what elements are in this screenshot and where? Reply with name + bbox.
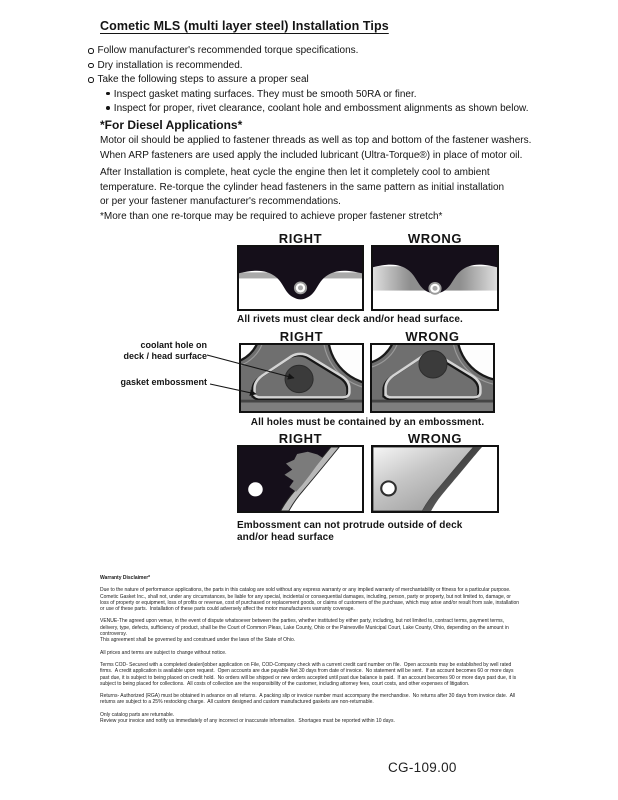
tip-item (88, 74, 309, 85)
open-bullet-icon (88, 63, 94, 69)
tip-text: Inspect for proper, rivet clearance, coolant hole and embossment alignments as shown below. (113, 103, 529, 114)
tip-text: Dry installation is recommended. (97, 59, 243, 71)
disclaimer-paragraph: Due to the nature of performance applications, the parts in this catalog are sold without any express warranty or any implied warranty of merchantability or fitness for a particular purpose. Cometic Gasket Inc., shall not, under any circumstances, be liable for any special, incidental or consequential damages, including, person, party or property, but not limited to, damage, or loss of property or equipment, loss of profits or revenue, cost of purchased or replacement goods, or claims of customers of the purchase, which may arise and/or result from sale, installation or use of these parts. Installation of these parts could adversely affect the motor manufacturers warranty coverage. (100, 587, 521, 613)
tip-text: Inspect gasket mating surfaces. They must be smooth 50RA or finer. (113, 88, 417, 100)
diesel-retorque-note: *More than one re-torque may be required to achieve proper fastener stretch* (100, 211, 443, 222)
rivet-clearance-right-drawing (239, 247, 362, 309)
wrong-label: WRONG (407, 231, 463, 246)
coolant-hole-label (85, 340, 207, 361)
tip-sub-item (106, 89, 417, 100)
disclaimer-heading: Warranty Disclaimer* (100, 575, 151, 581)
tip-sub-item (106, 103, 528, 114)
open-bullet-icon (88, 48, 94, 54)
disclaimer-paragraph: VENUE-The agreed upon venue, in the event of dispute whatsoever between the parties, whether instituted by either party, including, but not limited to, contract terms, payment terms, delivery, type, defects, sufficiency of product, shall be the Court of Common Pleas, Lake County, Ohio or the Painesville Municipal Court, Lake County, Ohio, depending on the amount in controversy. (100, 618, 511, 638)
right-label: RIGHT (279, 329, 324, 344)
embossment-containment-wrong-diagram (370, 343, 495, 413)
embossment-protrusion-right-drawing (239, 447, 362, 511)
disclaimer-paragraph: Review your invoice and notify us immediately of any incorrect or inaccurate information. Shortages must be reported within 10 days. (100, 718, 395, 725)
label-line: coolant hole on (140, 340, 207, 350)
wrong-label: WRONG (407, 431, 463, 446)
gasket-embossment-label: gasket embossment (120, 377, 207, 387)
open-bullet-icon (88, 77, 94, 83)
right-label: RIGHT (278, 231, 323, 246)
paragraph-line: When ARP fasteners are used apply the included lubricant (Ultra-Torque®) in place of motor oil. (100, 149, 523, 161)
page-title: Cometic MLS (multi layer steel) Installation Tips (100, 19, 389, 33)
disclaimer-paragraph: Terms COD- Secured with a completed dealer/jobber application on File, COD-Company check with a current credit card number on file. Open accounts may be established by well rated firms. A credit application is available upon request. Open accounts are due payable Net 30 days from date of invoice. No statement will be sent. If an account becomes 60 or more days past due, it is subject to being placed on credit hold. No orders will be shipped or new orders accepted until past due balance is paid. If an account becomes 90 or more days past due, it is subject to being placed for collections. All costs of collection are the responsibility of the customer, including attorney fees, court costs, and other expenses of litigation. (100, 661, 518, 687)
paragraph-line: Motor oil should be applied to fastener threads as well as top and bottom of the fastener washers. (100, 135, 532, 146)
embossment-protrusion-wrong-diagram (371, 445, 499, 513)
filled-bullet-icon (106, 106, 110, 110)
rivet-clearance-wrong-drawing (373, 247, 497, 309)
rivet-clearance-caption: All rivets must clear deck and/or head surface. (237, 314, 463, 325)
label-line: deck / head surface (123, 350, 207, 361)
warranty-disclaimer (100, 575, 520, 730)
diesel-paragraph-2 (100, 166, 504, 210)
embossment-protrusion-caption-line1: Embossment can not protrude outside of deck (237, 520, 463, 531)
disclaimer-paragraph: This agreement shall be governed by and construed under the laws of the State of Ohio. (100, 637, 296, 644)
filled-bullet-icon (106, 92, 110, 96)
tip-item (88, 45, 358, 56)
rivet-clearance-right-diagram (237, 245, 364, 311)
embossment-containment-right-drawing (241, 345, 362, 411)
embossment-protrusion-right-diagram (237, 445, 364, 513)
embossment-protrusion-wrong-drawing (373, 447, 497, 511)
paragraph-line: After Installation is complete, heat cycle the engine then let it completely cool to ambient (100, 167, 490, 178)
paragraph-line: or per your fastener manufacturer's recommendations. (100, 196, 341, 207)
wrong-label: WRONG (405, 329, 460, 344)
embossment-protrusion-caption-line2: and/or head surface (237, 532, 334, 543)
tip-text: Take the following steps to assure a proper seal (97, 74, 309, 85)
tip-item (88, 60, 243, 71)
disclaimer-paragraph: Only catalog parts are returnable. (100, 711, 175, 718)
paragraph-line: temperature. Re-torque the cylinder head fasteners in the same pattern as initial installation (100, 181, 505, 193)
rivet-clearance-wrong-diagram (371, 245, 499, 311)
embossment-containment-caption: All holes must be contained by an embossment. (250, 417, 485, 428)
page-number: CG-109.00 (388, 760, 457, 775)
embossment-containment-right-diagram (239, 343, 364, 413)
right-label: RIGHT (278, 431, 323, 446)
disclaimer-paragraph: All prices and terms are subject to change without notice. (100, 649, 227, 656)
disclaimer-paragraph: Returns- Authorized (RGA) must be obtained in advance on all returns. A packing slip or invoice number must accompany the merchandise. No returns after 30 days from invoice date. All returns are subject to a 25% restocking charge. All custom designed and custom manufactured gaskets are non-returnable. (100, 693, 517, 706)
tip-text: Follow manufacturer's recommended torque specifications. (97, 45, 359, 56)
diesel-section-heading: *For Diesel Applications* (100, 118, 243, 132)
diesel-paragraph-1 (100, 134, 531, 163)
embossment-containment-wrong-drawing (372, 345, 493, 411)
